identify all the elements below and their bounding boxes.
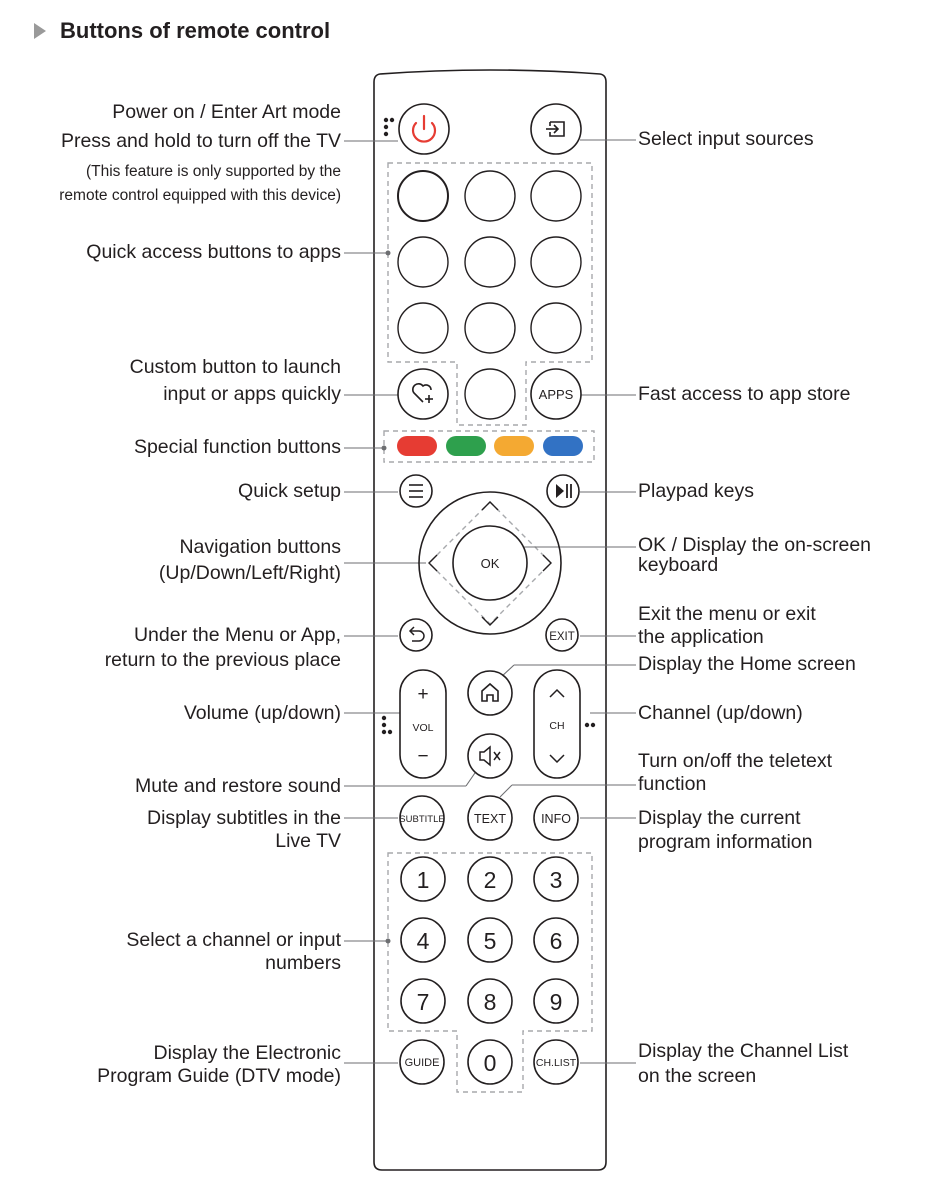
guide-label: Display the Electronic Program Guide (DTV mode)	[97, 1042, 341, 1087]
app-button-10	[465, 369, 515, 419]
quick-setup-button[interactable]	[400, 475, 432, 507]
digit-6-label: 6	[549, 928, 563, 954]
subtitle-button-label: SUBTITLE	[399, 814, 445, 825]
home-button[interactable]	[468, 671, 512, 715]
mute-button[interactable]	[468, 734, 512, 778]
digit-4-label: 4	[416, 928, 430, 954]
blue-button	[543, 436, 583, 456]
back-button[interactable]	[400, 619, 432, 651]
digit-7-label: 7	[416, 989, 430, 1015]
red-button	[397, 436, 437, 456]
nav-up-icon	[482, 502, 498, 510]
nav-left-icon	[429, 555, 437, 571]
subtitle-button[interactable]	[399, 796, 444, 840]
apps-button[interactable]	[531, 369, 581, 419]
text-button-label: TEXT	[474, 812, 506, 826]
power-dots-icon	[384, 118, 394, 136]
volume-desc-label: Volume (up/down)	[183, 702, 341, 724]
app-button-5	[465, 237, 515, 287]
channel-label: CH	[549, 720, 565, 732]
info-button-label: INFO	[541, 812, 571, 826]
power-note: (This feature is only supported by the remote control equipped with this device)	[59, 163, 341, 204]
home-label: Display the Home screen	[638, 653, 856, 675]
navigation-label: Navigation buttons (Up/Down/Left/Right)	[158, 536, 341, 584]
ok-label: OK / Display the on-screen keyboard	[638, 534, 872, 576]
exit-label: Exit the menu or exit the application	[638, 603, 816, 648]
channel-rocker[interactable]	[534, 670, 580, 778]
app-button-8	[465, 303, 515, 353]
digit-0-label: 0	[483, 1050, 497, 1076]
input-source-button[interactable]	[531, 104, 581, 154]
volume-minus-label: −	[417, 746, 429, 767]
volume-rocker[interactable]	[400, 670, 446, 778]
chlist-label: Display the Channel List on the screen	[638, 1040, 849, 1087]
nav-right-icon	[543, 555, 551, 571]
digit-1-label: 1	[416, 867, 430, 893]
volume-label: VOL	[412, 722, 434, 734]
teletext-label: Turn on/off the teletext function	[638, 750, 833, 795]
digit-3-label: 3	[549, 867, 563, 893]
power-label: Power on / Enter Art mode Press and hold to turn off the TV	[60, 101, 341, 152]
digit-2-label: 2	[483, 867, 497, 893]
volume-plus-label: +	[417, 684, 429, 705]
apps-button-label: APPS	[538, 387, 574, 402]
subtitle-label: Display subtitles in the Live TV	[146, 807, 341, 852]
app-store-label: Fast access to app store	[638, 383, 851, 405]
guide-button[interactable]	[400, 1040, 444, 1084]
numbers-label: Select a channel or input numbers	[126, 929, 341, 974]
digit-5-label: 5	[483, 928, 497, 954]
text-button[interactable]	[468, 796, 512, 840]
quick-setup-label: Quick setup	[238, 480, 341, 502]
special-function-label: Special function buttons	[133, 436, 341, 458]
volume-dots-icon	[382, 716, 392, 734]
custom-button[interactable]	[398, 369, 448, 419]
info-button[interactable]	[534, 796, 578, 840]
chlist-button-label: CH.LIST	[535, 1057, 577, 1069]
green-button	[446, 436, 486, 456]
app-button-6	[531, 237, 581, 287]
ok-button[interactable]	[453, 526, 527, 600]
app-button-4	[398, 237, 448, 287]
playpad-label: Playpad keys	[638, 480, 754, 502]
input-label: Select input sources	[638, 128, 814, 150]
exit-button[interactable]	[546, 619, 578, 651]
app-button-2	[465, 171, 515, 221]
exit-button-label: EXIT	[549, 631, 575, 643]
back-label: Under the Menu or App, return to the previous place	[104, 624, 341, 671]
app-button-1	[398, 171, 448, 221]
guide-button-label: GUIDE	[404, 1057, 440, 1069]
mute-label: Mute and restore sound	[135, 775, 341, 797]
app-button-7	[398, 303, 448, 353]
playpad-button[interactable]	[547, 475, 579, 507]
app-button-9	[531, 303, 581, 353]
color-buttons	[397, 436, 583, 456]
ok-button-label: OK	[480, 556, 500, 571]
yellow-button	[494, 436, 534, 456]
channel-desc-label: Channel (up/down)	[638, 702, 803, 724]
digit-9-label: 9	[549, 989, 563, 1015]
power-button[interactable]	[399, 104, 449, 154]
app-button-3	[531, 171, 581, 221]
info-label: Display the current program information	[638, 807, 813, 853]
custom-button-label: Custom button to launch input or apps quickly	[129, 356, 341, 405]
channel-dots-icon	[585, 723, 595, 727]
quick-access-label: Quick access buttons to apps	[86, 241, 341, 263]
digit-8-label: 8	[483, 989, 497, 1015]
section-title: Buttons of remote control	[60, 18, 331, 43]
chlist-button[interactable]	[534, 1040, 578, 1084]
